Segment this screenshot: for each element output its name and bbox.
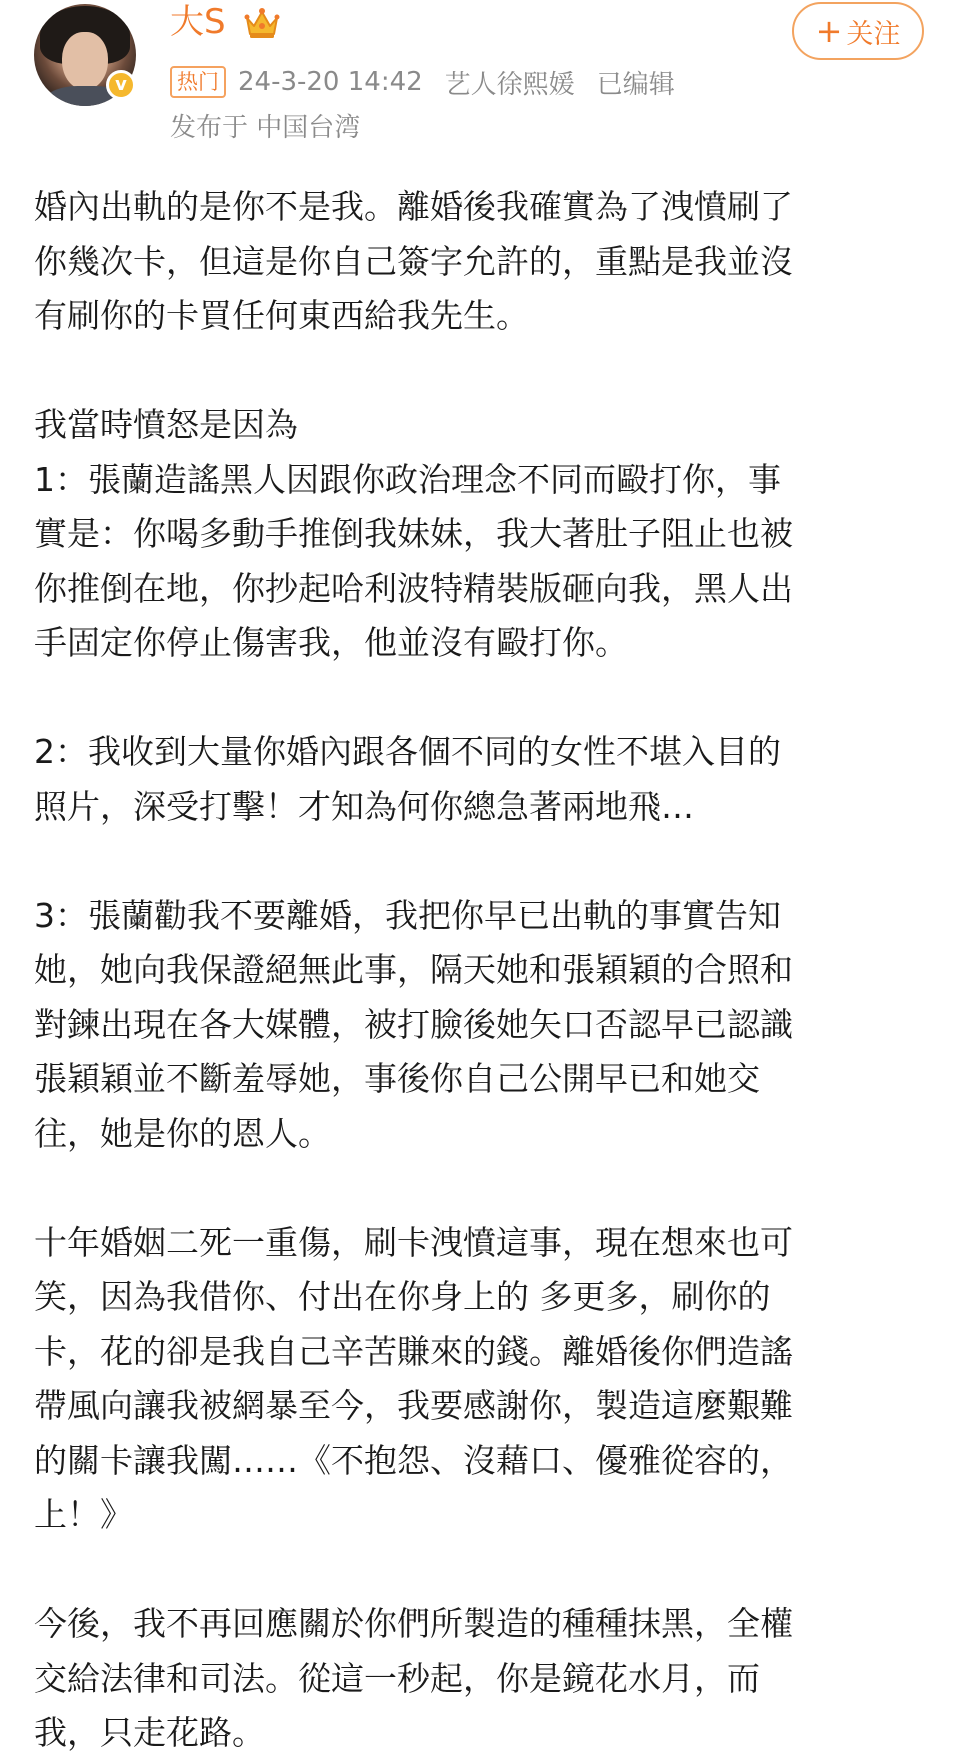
author-name[interactable]: 大S [170, 2, 226, 42]
post-paragraph: 今後，我不再回應關於你們所製造的種種抹黑，全權 交給法律和司法。從這一秒起，你是鏡花水月，而 我，只走花路。 [34, 1604, 793, 1752]
post-timestamp: 24-3-20 14:42 [238, 67, 423, 97]
post-meta-row [170, 64, 675, 100]
post-location: 发布于 中国台湾 [170, 113, 361, 143]
post-paragraph: 我當時憤怒是因為 1：張蘭造謠黑人因跟你政治理念不同而毆打你，事 實是：你喝多動手推倒我妹妹，我大著肚子阻止也被 你推倒在地，你抄起哈利波特精裝版砸向我，黑人出 手固定你停止傷害我，他並沒有毆打你。 [34, 405, 793, 662]
follow-button[interactable] [792, 2, 924, 60]
avatar-face-shape [62, 32, 108, 90]
post-source[interactable]: 艺人徐熙媛 [444, 69, 575, 100]
edited-label[interactable]: 已编辑 [596, 69, 675, 100]
hot-badge[interactable]: 热门 [170, 66, 226, 98]
post-header [0, 0, 960, 150]
verified-v-icon: v [106, 70, 136, 100]
post-paragraph: 2：我收到大量你婚內跟各個不同的女性不堪入目的 照片，深受打擊！才知為何你總急著兩地飛… [34, 732, 781, 826]
post-paragraph: 3：張蘭勸我不要離婚，我把你早已出軌的事實告知 她，她向我保證絕無此事，隔天她和張穎穎的合照和 對鍊出現在各大媒體，被打臉後她矢口否認早已認識 張穎穎並不斷羞辱她，事後你自己公開早已和她交 往，她是你的恩人。 [34, 895, 793, 1153]
post-paragraph: 婚內出軌的是你不是我。離婚後我確實為了洩憤刷了 你幾次卡，但這是你自己簽字允許的，重點是我並沒 有刷你的卡買任何東西給我先生。 [34, 187, 793, 335]
crown-icon [244, 6, 280, 40]
post-paragraph: 十年婚姻二死一重傷，刷卡洩憤這事，現在想來也可 笑，因為我借你、付出在你身上的 多更多，刷你的 卡，花的卻是我自己辛苦賺來的錢。離婚後你們造謠 帶風向讓我被網暴至今，我要感謝你，製造這麼艱難 的關卡讓我闖……《不抱怨、沒藉口、優雅從容的， 上！》 [34, 1222, 793, 1534]
post-body [34, 180, 934, 1761]
plus-icon: + [815, 12, 843, 50]
follow-button-label: 关注 [846, 18, 901, 50]
